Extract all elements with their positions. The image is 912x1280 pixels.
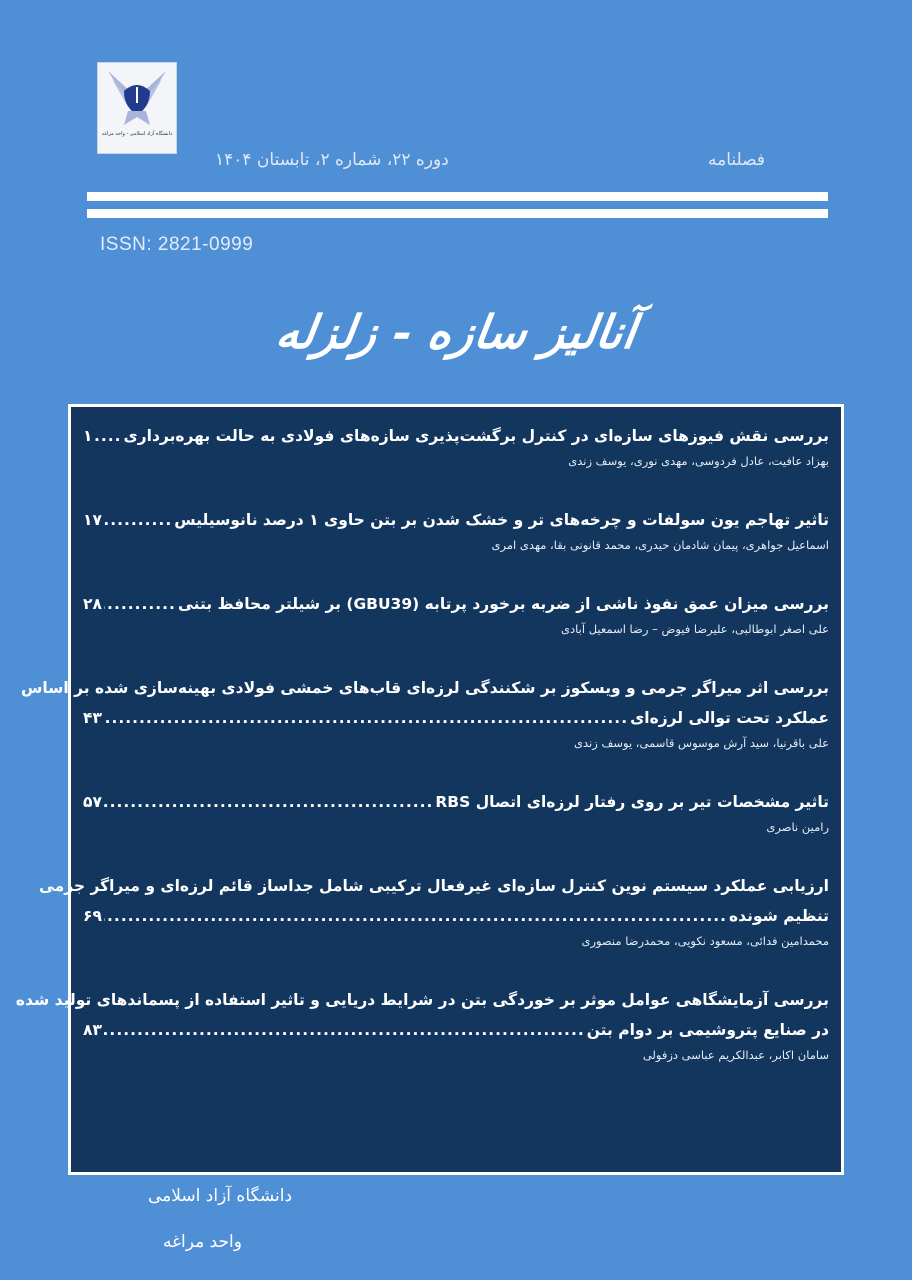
university-name: دانشگاه آزاد اسلامی xyxy=(148,1186,293,1206)
dot-leader xyxy=(104,901,727,931)
toc-entry[interactable] xyxy=(20,673,829,753)
toc-entry[interactable] xyxy=(83,421,829,471)
page-number: ۶۹ xyxy=(83,907,102,925)
dot-leader xyxy=(94,421,121,451)
page-number: ۱ xyxy=(83,427,93,445)
page-number: ۱۷ xyxy=(83,511,102,529)
article-title: عملکرد تحت توالی لرزه‌ای xyxy=(630,709,829,727)
toc-entry[interactable] xyxy=(83,589,829,639)
article-title: تاثیر مشخصات تیر بر روی رفتار لرزه‌ای اتصال RBS xyxy=(435,793,829,811)
article-authors: محمدامین فدائی، مسعود نکویی، محمدرضا منصوری xyxy=(581,934,829,948)
article-title: بررسی اثر میراگر جرمی و ویسکوز بر شکنندگی لرزه‌ای قاب‌های خمشی فولادی بهینه‌سازی شده بر اساس xyxy=(20,679,829,697)
dot-leader xyxy=(104,703,628,733)
article-title: تاثیر تهاجم یون سولفات و چرخه‌های تر و خشک شدن بر بتن حاوی ۱ درصد نانوسیلیس xyxy=(174,511,829,529)
issn: ISSN: 2821-0999 xyxy=(100,234,254,255)
page-number: ۲۸ xyxy=(83,595,102,613)
toc-entry[interactable] xyxy=(15,985,829,1065)
article-authors: اسماعیل جواهری، پیمان شادمان حیدری، محمد قانونی بقا، مهدی امری xyxy=(491,538,829,552)
university-logo xyxy=(97,62,177,154)
svg-text:دانشگاه آزاد اسلامی - واحد مرا: دانشگاه آزاد اسلامی - واحد مراغه xyxy=(101,131,173,137)
dot-leader xyxy=(104,787,433,817)
dot-leader xyxy=(104,589,176,619)
article-authors: علی باقرنیا، سید آرش موسوس قاسمی، یوسف زندی xyxy=(574,736,829,750)
page-number: ۸۳ xyxy=(83,1021,102,1039)
dot-leader xyxy=(104,505,172,535)
article-title: ارزیابی عملکرد سیستم نوین کنترل سازه‌ای غیرفعال ترکیبی شامل جداساز قائم لرزه‌ای و میراگر جرمی xyxy=(38,877,829,895)
issue-info: دوره ۲۲، شماره ۲، تابستان ۱۴۰۴ xyxy=(215,150,449,170)
divider xyxy=(87,209,828,218)
page-number: ۴۳ xyxy=(83,709,102,727)
article-title: بررسی میزان عمق نفوذ ناشی از ضربه برخورد پرتابه (GBU39) بر شیلتر محافظ بتنی xyxy=(177,595,829,613)
table-of-contents xyxy=(15,404,844,1175)
journal-title: آنالیز سازه - زلزله xyxy=(272,305,640,359)
page-number: ۵۷ xyxy=(83,793,102,811)
article-authors: بهزاد عافیت، عادل فردوسی، مهدی نوری، یوسف زندی xyxy=(568,454,829,468)
article-authors: سامان اکابر، عبدالکریم عباسی دزفولی xyxy=(642,1048,829,1062)
article-authors: رامین ناصری xyxy=(766,820,829,834)
toc-entry[interactable] xyxy=(38,871,829,951)
toc-entry[interactable] xyxy=(83,505,829,555)
article-title: بررسی آزمایشگاهی عوامل موثر بر خوردگی بتن در شرایط دریایی و تاثیر استفاده از پسماندهای تولید شده xyxy=(15,991,829,1009)
dot-leader xyxy=(104,1015,585,1045)
branch-name: واحد مراغه xyxy=(163,1232,242,1252)
article-title: بررسی نقش فیوزهای سازه‌ای در کنترل برگشت‌پذیری سازه‌های فولادی به حالت بهره‌برداری xyxy=(123,427,829,445)
article-title: تنظیم شونده xyxy=(728,907,829,925)
article-authors: علی اصغر ابوطالبی، علیرضا فیوض – رضا اسمعیل آبادی xyxy=(561,622,829,636)
divider xyxy=(87,192,828,201)
article-title: در صنایع پتروشیمی بر دوام بتن xyxy=(586,1021,829,1039)
publication-type: فصلنامه xyxy=(707,150,765,170)
toc-entry[interactable] xyxy=(83,787,829,837)
